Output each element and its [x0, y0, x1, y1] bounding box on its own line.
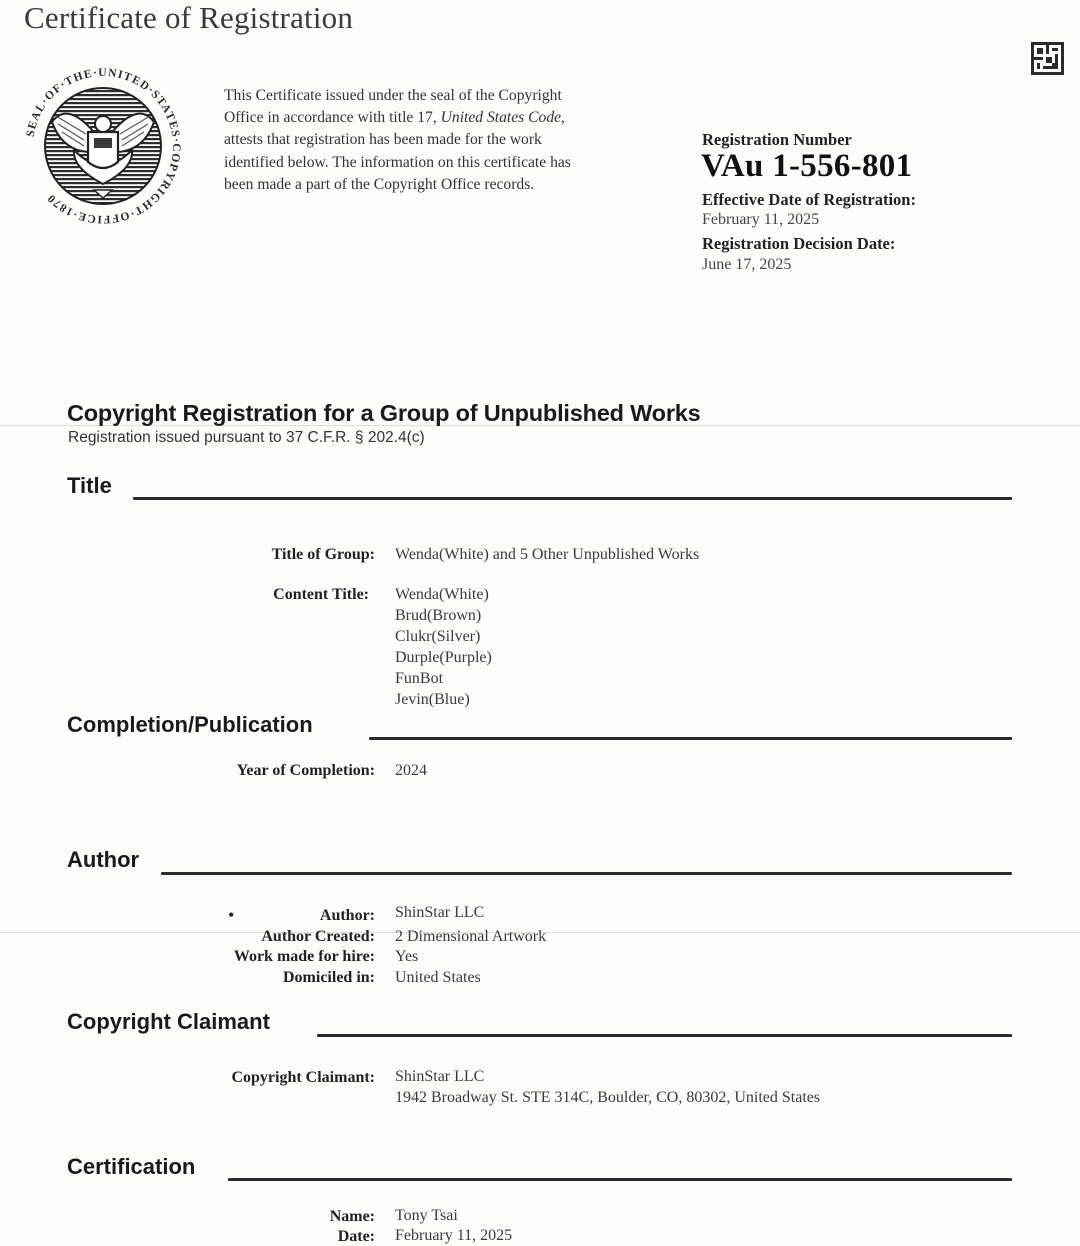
section-heading-completion: Completion/Publication — [67, 712, 313, 737]
domiciled-in-value: United States — [395, 969, 481, 986]
section-divider — [228, 1178, 1012, 1181]
work-for-hire-value: Yes — [395, 948, 419, 965]
copyright-claimant-label: Copyright Claimant: — [231, 1069, 375, 1086]
decision-date-value: June 17, 2025 — [702, 256, 792, 273]
certificate-intro-text — [224, 85, 664, 196]
certification-date-value: February 11, 2025 — [395, 1227, 513, 1244]
section-divider — [133, 497, 1012, 500]
decision-date-label: Registration Decision Date: — [702, 234, 896, 253]
content-title-list — [395, 584, 492, 710]
certification-name-label: Name: — [329, 1208, 375, 1225]
copyright-office-seal-icon — [22, 62, 184, 230]
section-divider — [369, 737, 1012, 740]
registration-number: VAu 1-556-801 — [701, 148, 913, 184]
content-title-item: Durple(Purple) — [395, 649, 492, 666]
author-bullet: • — [228, 905, 235, 925]
registration-number-label: Registration Number — [702, 130, 852, 149]
certificate-title: Certificate of Registration — [24, 0, 354, 35]
content-title-item: Brud(Brown) — [395, 607, 482, 624]
seal-text: SEAL·OF·THE·UNITED·STATES·COPYRIGHT·OFFICE·1870 — [24, 66, 183, 226]
section-heading-title: Title — [67, 473, 112, 498]
effective-date-value: February 11, 2025 — [702, 211, 820, 228]
intro-punct: , — [561, 109, 565, 127]
domiciled-in-label: Domiciled in: — [283, 969, 375, 986]
certification-name-value: Tony Tsai — [395, 1207, 458, 1224]
copyright-claimant-address: 1942 Broadway St. STE 314C, Boulder, CO, 80302, United States — [395, 1089, 821, 1106]
content-title-item: Wenda(White) — [395, 586, 489, 603]
barcode-icon — [1031, 42, 1064, 75]
intro-line: attests that registration has been made for the work — [224, 131, 542, 149]
year-of-completion-value: 2024 — [395, 762, 427, 779]
copyright-claimant-name: ShinStar LLC — [395, 1068, 485, 1085]
year-of-completion-label: Year of Completion: — [236, 762, 375, 779]
section-divider — [161, 872, 1012, 875]
title-of-group-value: Wenda(White) and 5 Other Unpublished Works — [395, 546, 700, 563]
intro-line: identified below. The information on this certificate has — [224, 153, 571, 171]
document-subheading: Registration issued pursuant to 37 C.F.R. § 202.4(c) — [68, 429, 425, 446]
document-heading: Copyright Registration for a Group of Unpublished Works — [67, 400, 701, 426]
author-created-label: Author Created: — [261, 928, 375, 945]
section-divider — [317, 1034, 1012, 1037]
intro-line: Office in accordance with title 17, — [224, 109, 441, 127]
intro-italic: United States Code — [440, 109, 562, 127]
author-created-value: 2 Dimensional Artwork — [395, 928, 547, 945]
intro-line: been made a part of the Copyright Office records. — [224, 175, 535, 193]
content-title-label: Content Title: — [273, 586, 369, 603]
author-label: Author: — [319, 907, 375, 924]
section-heading-author: Author — [67, 847, 140, 872]
work-for-hire-label: Work made for hire: — [233, 948, 375, 965]
intro-line: This Certificate issued under the seal of the Copyright — [224, 87, 562, 104]
content-title-item: Clukr(Silver) — [395, 628, 481, 645]
effective-date-label: Effective Date of Registration: — [702, 190, 916, 209]
content-title-item: FunBot — [395, 670, 444, 687]
section-heading-certification: Certification — [67, 1154, 196, 1179]
title-of-group-label: Title of Group: — [271, 546, 375, 563]
certification-date-label: Date: — [337, 1228, 375, 1245]
content-title-item: Jevin(Blue) — [395, 691, 470, 708]
section-heading-claimant: Copyright Claimant — [67, 1009, 270, 1034]
author-value: ShinStar LLC — [395, 904, 485, 921]
